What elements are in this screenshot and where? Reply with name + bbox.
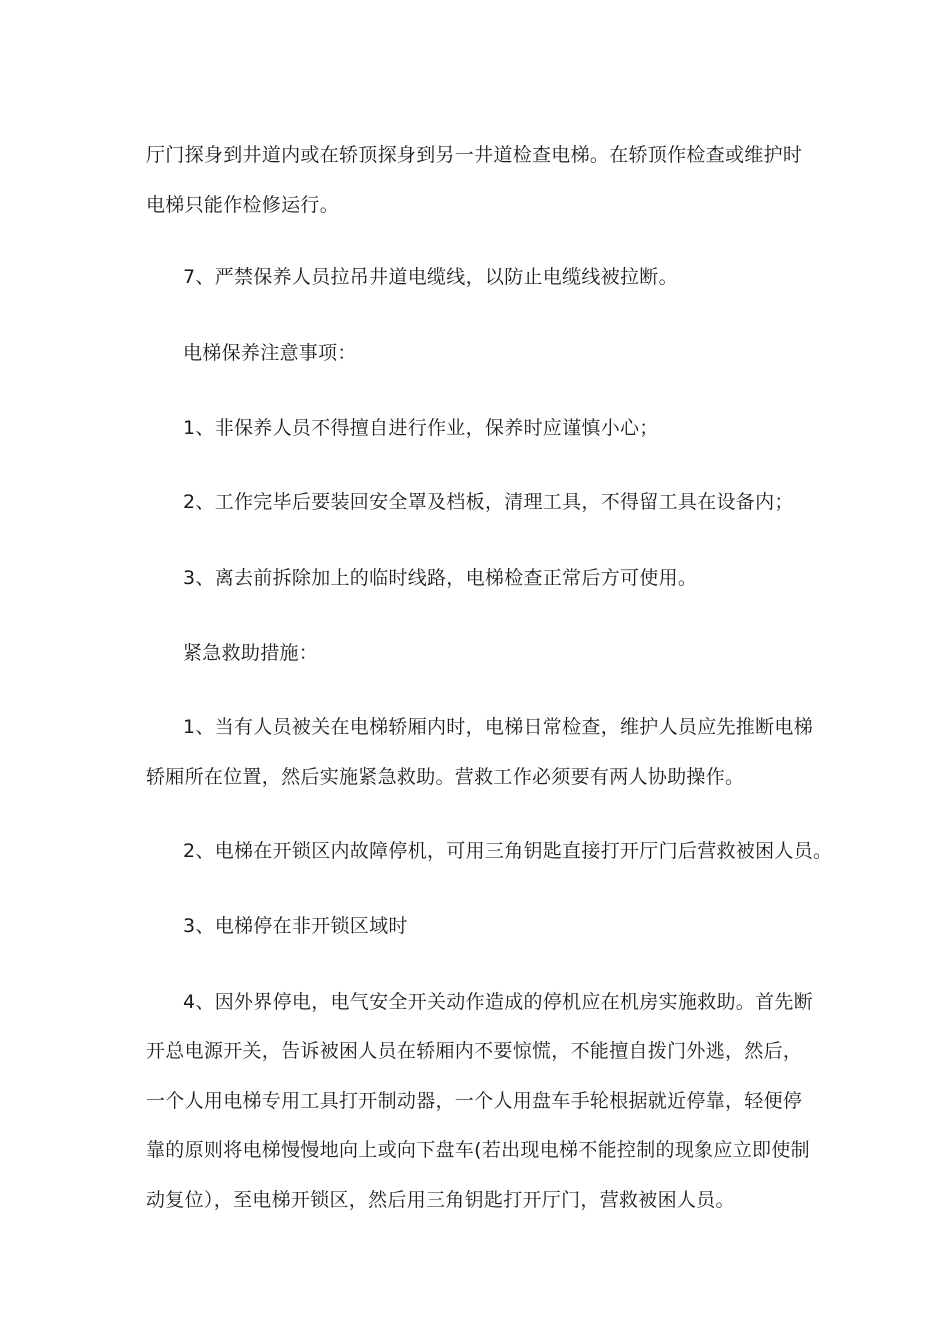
list-item-continuation: 轿厢所在位置，然后实施紧急救助。营救工作必须要有两人协助操作。 [146,766,745,788]
list-item: 3、离去前拆除加上的临时线路，电梯检查正常后方可使用。 [183,567,698,589]
list-item-continuation: 开总电源开关，告诉被困人员在轿厢内不要惊慌，不能擅自拨门外逃，然后， [146,1040,803,1062]
list-item: 1、当有人员被关在电梯轿厢内时，电梯日常检查，维护人员应先推断电梯 [183,716,813,738]
list-item: 1、非保养人员不得擅自进行作业，保养时应谨慎小心； [183,417,659,439]
list-item: 2、工作完毕后要装回安全罩及档板，清理工具，不得留工具在设备内； [183,491,794,513]
paragraph-line: 7、严禁保养人员拉吊井道电缆线，以防止电缆线被拉断。 [183,266,678,288]
list-item-continuation: 靠的原则将电梯慢慢地向上或向下盘车(若出现电梯不能控制的现象应立即使制 [146,1139,810,1161]
list-item: 2、电梯在开锁区内故障停机，可用三角钥匙直接打开厅门后营救被困人员。 [183,840,833,862]
section-heading: 电梯保养注意事项： [183,342,357,364]
list-item-continuation: 动复位），至电梯开锁区，然后用三角钥匙打开厅门，营救被困人员。 [146,1189,735,1211]
list-item: 3、电梯停在非开锁区域时 [183,915,408,937]
paragraph-line: 厅门探身到井道内或在轿顶探身到另一井道检查电梯。在轿顶作检查或维护时 [146,144,803,166]
list-item-continuation: 一个人用电梯专用工具打开制动器，一个人用盘车手轮根据就近停靠，轻便停 [146,1090,803,1112]
paragraph-line: 电梯只能作检修运行。 [146,194,340,216]
list-item: 4、因外界停电，电气安全开关动作造成的停机应在机房实施救助。首先断 [183,991,813,1013]
section-heading: 紧急救助措施： [183,642,319,664]
